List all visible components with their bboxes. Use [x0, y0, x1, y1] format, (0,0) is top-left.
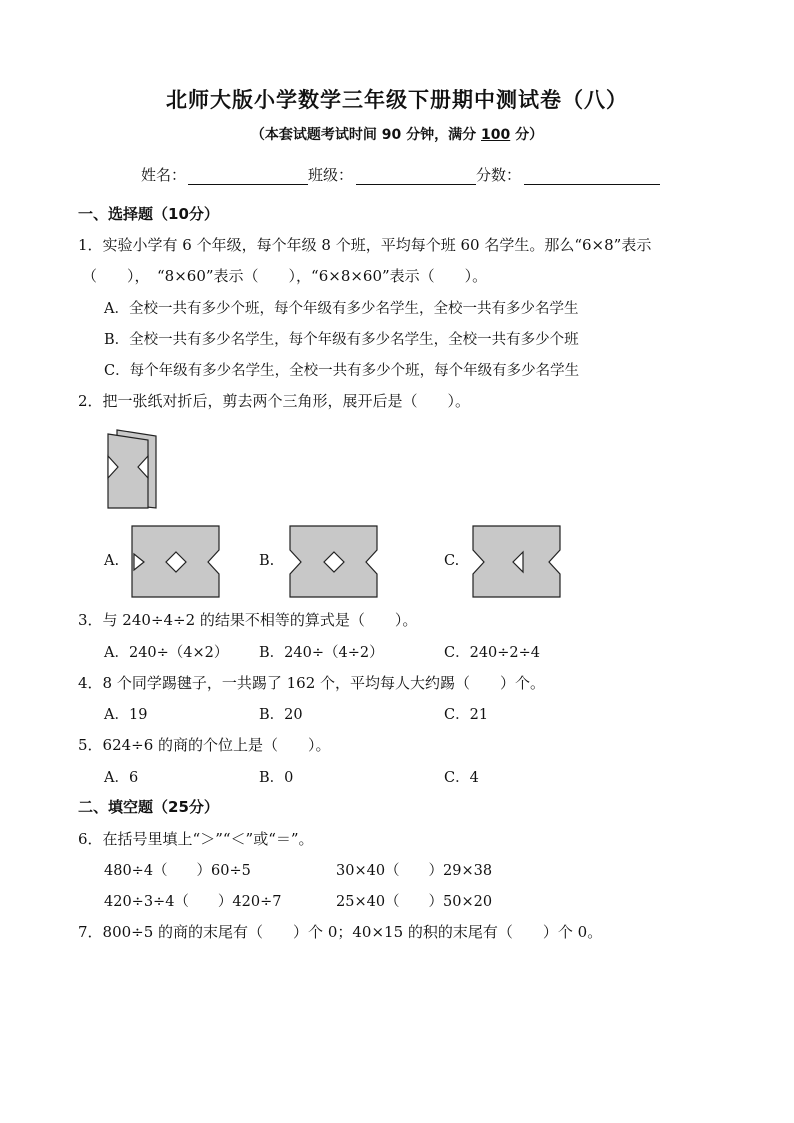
q5-option-b[interactable]: B．0: [259, 770, 294, 786]
q1-option-b[interactable]: B．全校一共有多少名学生，每个年级有多少名学生，全校一共有多少个班: [104, 332, 579, 348]
q2-option-a-figure[interactable]: [130, 524, 222, 600]
q6-item[interactable]: 25×40（ ）50×20: [336, 894, 493, 910]
q5-text: 5．624÷6 的商的个位上是（ ）。: [78, 736, 331, 754]
folded-paper-figure: [100, 424, 164, 512]
q7-text: 7．800÷5 的商的末尾有（ ）个 0；40×15 的积的末尾有（ ）个 0。: [78, 923, 603, 941]
q3-option-c[interactable]: C．240÷2÷4: [444, 645, 541, 661]
q2-option-a-label[interactable]: A.: [104, 553, 120, 569]
q3-option-b[interactable]: B．240÷（4÷2）: [259, 645, 384, 661]
q2-option-b-label[interactable]: B.: [259, 553, 275, 569]
score-label: 分数：: [476, 166, 522, 184]
q2-text: 2．把一张纸对折后，剪去两个三角形，展开后是（ ）。: [78, 392, 471, 410]
q6-item[interactable]: 420÷3÷4（ ）420÷7: [104, 894, 282, 910]
q3-option-a[interactable]: A．240÷（4×2）: [104, 645, 229, 661]
q2-option-b-figure[interactable]: [288, 524, 380, 600]
q2-option-c-label[interactable]: C.: [444, 553, 460, 569]
page-title: 北师大版小学数学三年级下册期中测试卷（八）: [166, 88, 628, 112]
name-blank[interactable]: [188, 166, 308, 185]
name-label: 姓名：: [141, 166, 187, 184]
section-choice-title: 一、选择题（10分）: [78, 205, 219, 223]
q5-option-a[interactable]: A．6: [104, 770, 139, 786]
q1-option-a[interactable]: A．全校一共有多少个班，每个年级有多少名学生，全校一共有多少名学生: [104, 301, 579, 317]
q1-text: 1．实验小学有 6 个年级，每个年级 8 个班，平均每个班 60 名学生。那么“6×8”表示: [78, 236, 652, 254]
q4-option-b[interactable]: B．20: [259, 707, 303, 723]
q4-text: 4．8 个同学踢毽子，一共踢了 162 个，平均每人大约踢（ ）个。: [78, 674, 546, 692]
section-fill-title: 二、填空题（25分）: [78, 798, 219, 816]
class-label: 班级：: [308, 166, 354, 184]
q6-item[interactable]: 480÷4（ ）60÷5: [104, 863, 251, 879]
q1-text-cont: （ ）， “8×60”表示（ ），“6×8×60”表示（ ）。: [82, 267, 488, 285]
q6-text: 6．在括号里填上“＞”“＜”或“＝”。: [78, 830, 314, 848]
q2-option-c-figure[interactable]: [471, 524, 563, 600]
class-blank[interactable]: [356, 166, 476, 185]
q6-item[interactable]: 30×40（ ）29×38: [336, 863, 493, 879]
q4-option-c[interactable]: C．21: [444, 707, 489, 723]
q1-option-c[interactable]: C．每个年级有多少名学生，全校一共有多少个班，每个年级有多少名学生: [104, 363, 580, 379]
q4-option-a[interactable]: A．19: [104, 707, 148, 723]
q5-option-c[interactable]: C．4: [444, 770, 479, 786]
exam-subtitle: （本套试题考试时间 90 分钟，满分 100 分）: [250, 127, 544, 143]
q3-text: 3．与 240÷4÷2 的结果不相等的算式是（ ）。: [78, 611, 418, 629]
score-blank[interactable]: [524, 166, 660, 185]
full-score: 100: [481, 127, 511, 143]
